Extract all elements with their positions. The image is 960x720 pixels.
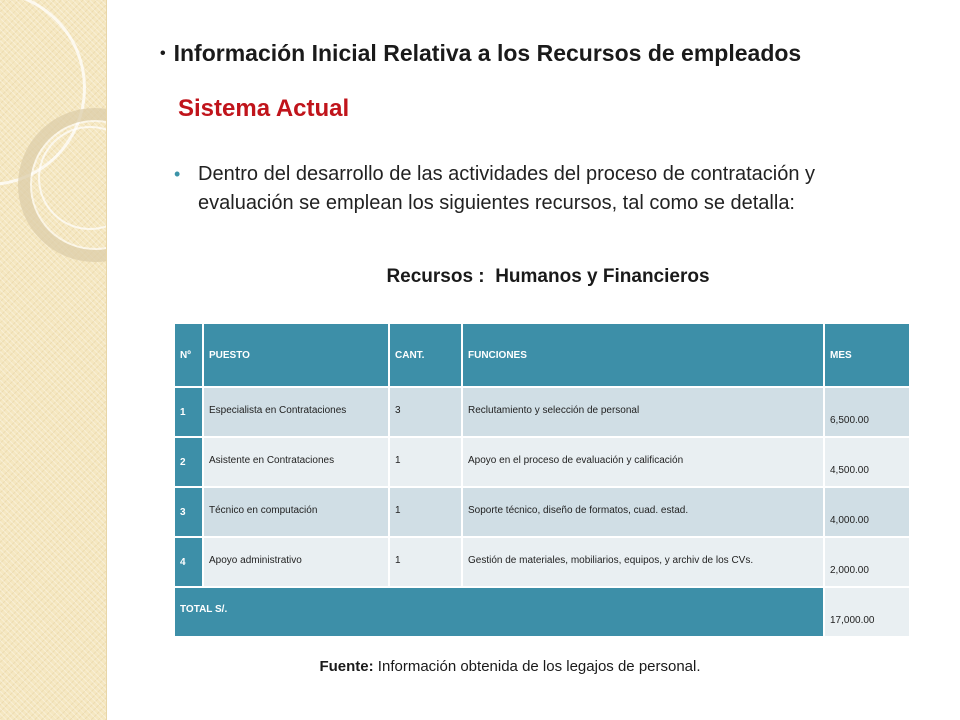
bullet-icon: • [160, 44, 166, 62]
table-total-row [174, 587, 910, 637]
cell-num: 2 [174, 437, 203, 487]
cell-mes: 6,500.00 [824, 387, 910, 437]
table-heading [0, 266, 960, 288]
header-mes: MES [824, 323, 910, 387]
header-puesto: PUESTO [203, 323, 389, 387]
intro-paragraph [174, 160, 894, 218]
decorative-side-panel [0, 0, 107, 720]
total-label: TOTAL S/. [174, 587, 824, 637]
source-label: Fuente: [319, 658, 374, 675]
table-header-row [174, 323, 910, 387]
table-heading-main: Humanos y Financieros [495, 266, 710, 287]
cell-funciones: Reclutamiento y selección de personal [462, 387, 824, 437]
cell-puesto: Apoyo administrativo [203, 537, 389, 587]
table-heading-prefix: Recursos : [386, 266, 496, 287]
intro-paragraph-text: Dentro del desarrollo de las actividades del proceso de contratación y evaluación se emplean los siguientes recursos, tal como se detalla: [198, 163, 816, 214]
header-cant: CANT. [389, 323, 462, 387]
cell-mes: 4,500.00 [824, 437, 910, 487]
table-row [174, 387, 910, 437]
cell-cant: 1 [389, 487, 462, 537]
cell-cant: 1 [389, 437, 462, 487]
resources-table [173, 322, 911, 638]
cell-cant: 3 [389, 387, 462, 437]
header-funciones: FUNCIONES [462, 323, 824, 387]
cell-puesto: Especialista en Contrataciones [203, 387, 389, 437]
cell-num: 3 [174, 487, 203, 537]
cell-funciones: Gestión de materiales, mobiliarios, equipos, y archiv de los CVs. [462, 537, 824, 587]
cell-mes: 4,000.00 [824, 487, 910, 537]
cell-funciones: Apoyo en el proceso de evaluación y calificación [462, 437, 824, 487]
cell-num: 4 [174, 537, 203, 587]
slide-title [160, 40, 950, 67]
total-value: 17,000.00 [824, 587, 910, 637]
table-row [174, 537, 910, 587]
cell-puesto: Técnico en computación [203, 487, 389, 537]
cell-puesto: Asistente en Contrataciones [203, 437, 389, 487]
source-note [0, 658, 960, 675]
slide-title-text: Información Inicial Relativa a los Recursos de empleados [173, 40, 802, 66]
source-text: Información obtenida de los legajos de personal. [373, 658, 701, 675]
header-num: Nº [174, 323, 203, 387]
cell-cant: 1 [389, 537, 462, 587]
table-row [174, 487, 910, 537]
cell-num: 1 [174, 387, 203, 437]
table-row [174, 437, 910, 487]
slide-subtitle: Sistema Actual [178, 95, 350, 122]
cell-funciones: Soporte técnico, diseño de formatos, cuad. estad. [462, 487, 824, 537]
bullet-icon: • [174, 164, 181, 184]
cell-mes: 2,000.00 [824, 537, 910, 587]
